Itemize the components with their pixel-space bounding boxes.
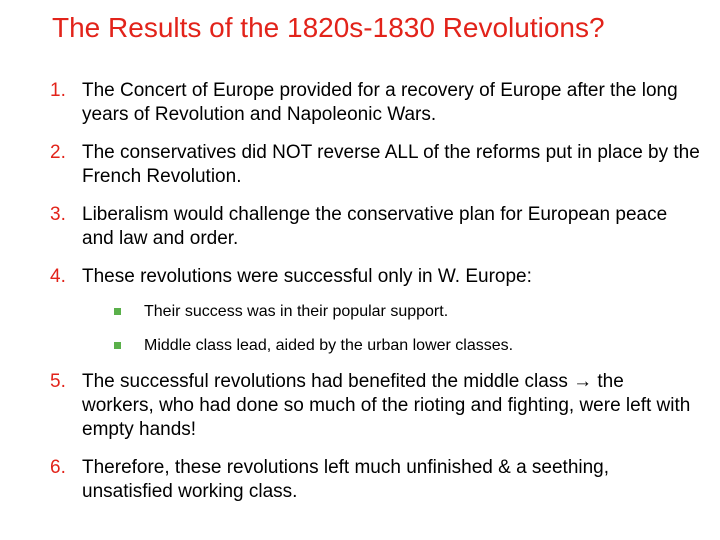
sub-list-item — [82, 302, 700, 322]
square-bullet-icon — [114, 308, 121, 315]
item-number: 6. — [50, 457, 66, 478]
list-item — [50, 265, 700, 356]
sub-list-item — [82, 336, 700, 356]
list-item — [50, 456, 700, 504]
sub-list — [82, 302, 700, 356]
item-text: Liberalism would challenge the conservative plan for European peace and law and order. — [82, 204, 668, 249]
item-text: The conservatives did NOT reverse ALL of the reforms put in place by the French Revolution. — [82, 142, 700, 187]
square-bullet-icon — [114, 342, 121, 349]
sub-item-text: Their success was in their popular support. — [144, 303, 449, 320]
sub-item-text: Middle class lead, aided by the urban lower classes. — [144, 337, 514, 354]
item-text: Therefore, these revolutions left much unfinished & a seething, unsatisfied working class. — [82, 457, 610, 502]
item-number: 5. — [50, 371, 66, 392]
item-text: These revolutions were successful only in W. Europe: — [82, 266, 532, 287]
list-item — [50, 203, 700, 251]
item-text: The Concert of Europe provided for a recovery of Europe after the long years of Revolution and Napoleonic Wars. — [82, 80, 678, 125]
item-text: The successful revolutions had benefited the middle class → the workers, who had done so much of the rioting and fighting, were left with empty hands! — [82, 371, 691, 440]
list-item — [50, 141, 700, 189]
numbered-list — [50, 79, 700, 518]
item-number: 3. — [50, 204, 66, 225]
slide-title: The Results of the 1820s-1830 Revolutions? — [52, 12, 605, 43]
item-number: 1. — [50, 80, 66, 101]
item-number: 2. — [50, 142, 66, 163]
list-item — [50, 79, 700, 127]
list-item — [50, 370, 700, 442]
item-number: 4. — [50, 266, 66, 287]
